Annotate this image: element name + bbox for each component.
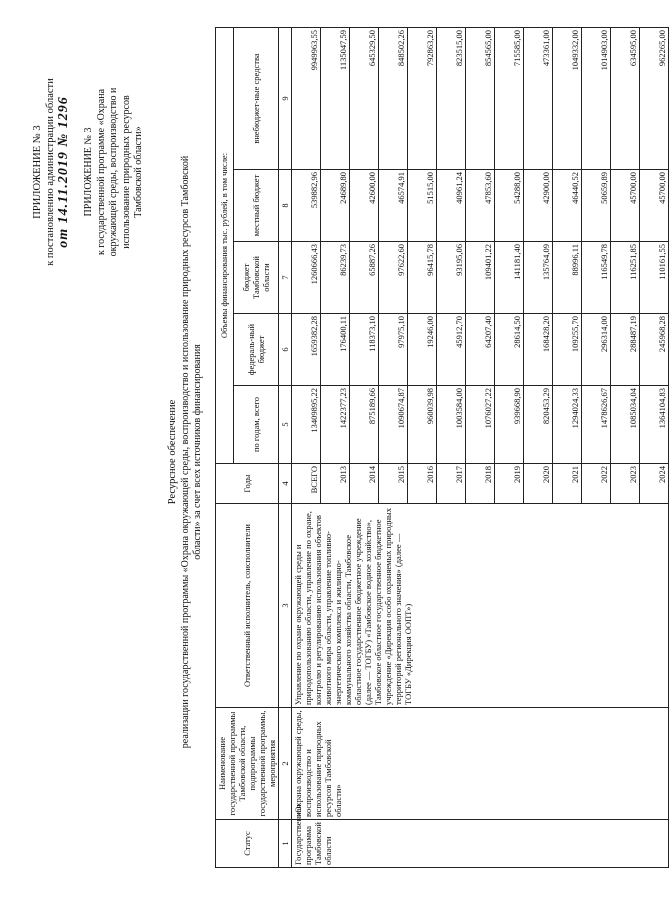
federal-cell: 176400,11 [321,314,350,386]
header-local: местный бюджет [233,170,278,242]
column-index-row [279,28,292,868]
local-cell: 40961,24 [437,170,466,242]
regional-cell: 97622,60 [379,242,408,314]
total-cell: 13409895,22 [292,386,321,464]
year-cell: 2022 [582,464,611,504]
title-line: Ресурсное обеспечение [167,399,178,505]
local-cell: 42600,00 [350,170,379,242]
extra-cell: 715585,00 [495,28,524,170]
header-total: по годам, всего [233,386,278,464]
local-cell: 51515,00 [408,170,437,242]
federal-cell: 1659382,28 [292,314,321,386]
year-cell: 2017 [437,464,466,504]
total-cell: 960039,98 [408,386,437,464]
federal-cell: 168428,20 [524,314,553,386]
regional-cell: 110161,55 [640,242,669,314]
year-cell: ВСЕГО [292,464,321,504]
year-cell: 2014 [350,464,379,504]
table-row [292,28,321,868]
resource-table [215,27,669,868]
total-cell: 1090674,87 [379,386,408,464]
extra-cell: 792863,20 [408,28,437,170]
program-appendix-header [83,22,146,322]
column-index: 2 [279,708,292,820]
extra-cell: 823515,00 [437,28,466,170]
regional-cell: 86239,73 [321,242,350,314]
federal-cell: 109255,70 [553,314,582,386]
federal-cell: 296314,00 [582,314,611,386]
column-index: 3 [279,504,292,708]
local-cell: 47853,60 [466,170,495,242]
program-ref-line: использование природных ресурсов [120,95,132,249]
header-status: Статус [216,820,279,868]
total-cell: 875189,66 [350,386,379,464]
federal-cell: 45912,70 [437,314,466,386]
federal-cell: 97975,10 [379,314,408,386]
extra-cell: 9949963,55 [292,28,321,170]
regional-cell: 1260666,43 [292,242,321,314]
year-cell: 2019 [495,464,524,504]
regional-cell: 109401,22 [466,242,495,314]
local-cell: 50659,89 [582,170,611,242]
program-ref-line: окружающей среды, воспроизводство и [108,87,119,257]
year-cell: 2021 [553,464,582,504]
local-cell: 45700,00 [611,170,640,242]
column-index: 8 [279,170,292,242]
federal-cell: 118373,10 [350,314,379,386]
local-cell: 54288,00 [495,170,524,242]
header-years: Годы [216,464,279,504]
extra-cell: 1049332,00 [553,28,582,170]
total-cell: 1085034,04 [611,386,640,464]
total-cell: 1364104,83 [640,386,669,464]
extra-cell: 1014903,00 [582,28,611,170]
extra-cell: 1135047,59 [321,28,350,170]
year-cell: 2023 [611,464,640,504]
column-index: 6 [279,314,292,386]
year-cell: 2013 [321,464,350,504]
column-index: 4 [279,464,292,504]
regional-cell: 96415,78 [408,242,437,314]
total-cell: 1076027,22 [466,386,495,464]
regional-cell: 93195,06 [437,242,466,314]
extra-cell: 848502,26 [379,28,408,170]
local-cell: 24689,80 [321,170,350,242]
year-cell: 2016 [408,464,437,504]
appendix-inner-number: ПРИЛОЖЕНИЕ № 3 [83,127,94,217]
federal-cell: 288487,19 [611,314,640,386]
header-federal: федераль-ный бюджет [233,314,278,386]
column-index: 7 [279,242,292,314]
decree-reference: к постановлению администрации области [45,78,56,266]
local-cell: 539882,96 [292,170,321,242]
handwritten-date-number: от 14.11.2019 № 1296 [56,96,71,248]
local-cell: 46574,91 [379,170,408,242]
total-cell: 1478626,67 [582,386,611,464]
regional-cell: 65887,26 [350,242,379,314]
program-ref-line: к государственной программе «Охрана [95,88,107,256]
program-name-cell: «Охрана окружающей среды, воспроизводство и использование природных ресурсов Тамбовской области» [292,708,669,820]
header-regional: бюджет Тамбовской области [233,242,278,314]
local-cell: 46440,52 [553,170,582,242]
table-body [292,28,669,868]
total-cell: 1003584,00 [437,386,466,464]
executor-cell: Управление по охране окружающей среды и природопользованию области, управление по охране, контролю и регулированию использования объектов животного мира области, управление топливно-энергетического комплекса и жилищно-коммунального хозяйства области, Тамбовское областное государственное бюджетное учреждение (далее — ТОГБУ) «Тамбовское водное хозяйство», Тамбовское областное государственное бюджетное учреждение «Дирекция особо охраняемых природных территорий регионального значения» (далее — ТОГБУ «Дирекция ООПТ») [292,504,669,708]
total-cell: 939668,90 [495,386,524,464]
regional-cell: 116549,78 [582,242,611,314]
year-cell: 2024 [640,464,669,504]
header-funding-group: Объемы финансирования тыс. рублей, в том числе: [216,28,234,464]
total-cell: 1294024,33 [553,386,582,464]
local-cell: 45700,00 [640,170,669,242]
column-index: 1 [279,820,292,868]
column-index: 9 [279,28,292,170]
year-cell: 2015 [379,464,408,504]
federal-cell: 19246,00 [408,314,437,386]
year-cell: 2020 [524,464,553,504]
status-cell: Государственная программа Тамбовской области [292,820,669,868]
appendix-header [31,22,70,322]
appendix-number: ПРИЛОЖЕНИЕ № 3 [32,125,43,219]
regional-cell: 88996,11 [553,242,582,314]
regional-cell: 135764,09 [524,242,553,314]
document-title [167,62,205,842]
year-cell: 2018 [466,464,495,504]
title-line: реализации государственной программы «Охрана окружающей среды, воспроизводство и использование природных ресурсов Тамбовской [179,155,191,749]
total-cell: 1422377,23 [321,386,350,464]
header-name: Наименование государственной программы Тамбовской области, подпрограммы государственной программы, мероприятия [216,708,279,820]
extra-cell: 473361,00 [524,28,553,170]
column-index: 5 [279,386,292,464]
extra-cell: 645329,50 [350,28,379,170]
federal-cell: 28614,50 [495,314,524,386]
extra-cell: 634595,00 [611,28,640,170]
total-cell: 820453,29 [524,386,553,464]
federal-cell: 64207,40 [466,314,495,386]
program-ref-line: Тамбовской области» [133,126,144,218]
title-line: области» за счет всех источников финансирования [192,344,203,560]
extra-cell: 854565,00 [466,28,495,170]
regional-cell: 116251,85 [611,242,640,314]
extra-cell: 962265,00 [640,28,669,170]
federal-cell: 245968,28 [640,314,669,386]
rotated-landscape-page [25,22,667,882]
local-cell: 42900,00 [524,170,553,242]
regional-cell: 141181,40 [495,242,524,314]
header-extra: внебюджет-ные средства [233,28,278,170]
header-executor: Ответственный исполнитель, соисполнители [216,504,279,708]
